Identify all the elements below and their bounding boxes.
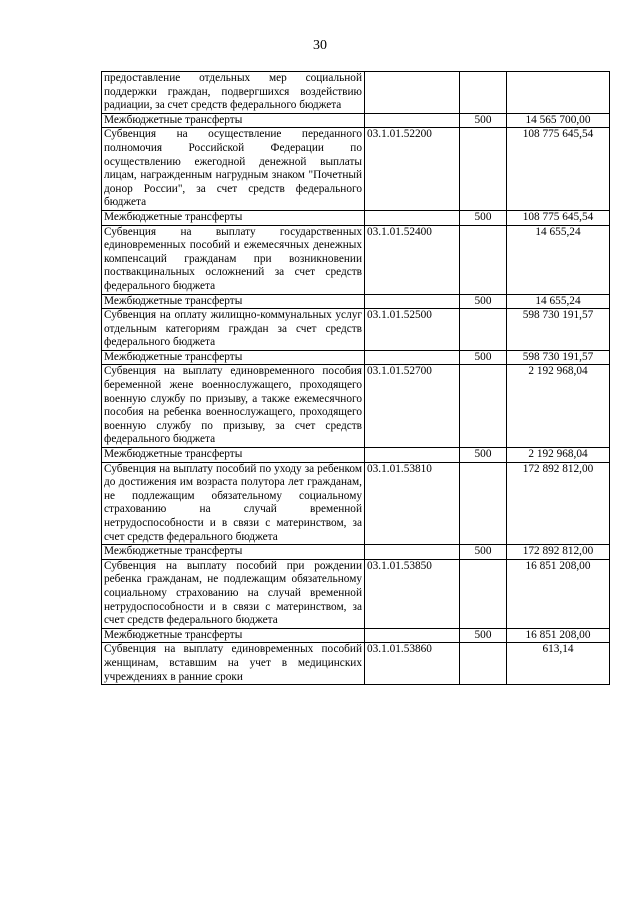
row-name: Субвенция на выплату единовременного пособия беременной жене военнослужащего, проходящего военную службу по призыву, а также ежемесячного пособия на ребенка военнослужащего, проходящего военную службу по призыву, за счет средств федерального бюджета [102, 365, 365, 448]
row-sum: 598 730 191,57 [507, 350, 610, 365]
row-sum: 172 892 812,00 [507, 545, 610, 560]
budget-table [101, 71, 610, 685]
table-row [102, 462, 610, 545]
row-vr [460, 225, 507, 294]
table-row [102, 128, 610, 211]
table-row [102, 643, 610, 685]
row-code [365, 350, 460, 365]
row-sum: 2 192 968,04 [507, 365, 610, 448]
row-code: 03.1.01.53850 [365, 559, 460, 628]
row-name: Межбюджетные трансферты [102, 628, 365, 643]
row-sum: 14 655,24 [507, 225, 610, 294]
budget-table-body [102, 72, 610, 685]
row-code: 03.1.01.52700 [365, 365, 460, 448]
row-vr [460, 643, 507, 685]
row-sum: 598 730 191,57 [507, 309, 610, 351]
row-name: предоставление отдельных мер социальной поддержки граждан, подвергшихся воздействию радиации, за счет средств федерального бюджета [102, 72, 365, 114]
row-sum: 613,14 [507, 643, 610, 685]
row-sum: 16 851 208,00 [507, 628, 610, 643]
table-row [102, 350, 610, 365]
table-row [102, 448, 610, 463]
row-vr [460, 462, 507, 545]
row-sum: 108 775 645,54 [507, 128, 610, 211]
row-code [365, 545, 460, 560]
row-code [365, 113, 460, 128]
table-row [102, 545, 610, 560]
row-code [365, 72, 460, 114]
row-sum: 16 851 208,00 [507, 559, 610, 628]
row-vr: 500 [460, 294, 507, 309]
row-vr [460, 365, 507, 448]
row-name: Субвенция на выплату единовременных пособий женщинам, вставшим на учет в медицинских учреждениях в ранние сроки [102, 643, 365, 685]
row-name: Межбюджетные трансферты [102, 545, 365, 560]
row-code: 03.1.01.52500 [365, 309, 460, 351]
row-vr: 500 [460, 545, 507, 560]
row-name: Субвенция на выплату пособий при рождении ребенка гражданам, не подлежащим обязательному социальному страхованию на случай временной нетрудоспособности и в связи с материнством, за счет средств федерального бюджета [102, 559, 365, 628]
row-name: Субвенция на выплату пособий по уходу за ребенком до достижения им возраста полутора лет гражданам, не подлежащим обязательному социальному страхованию на случай временной нетрудоспособности и в связи с материнством, за счет средств федерального бюджета [102, 462, 365, 545]
table-row [102, 628, 610, 643]
row-vr: 500 [460, 628, 507, 643]
row-name: Межбюджетные трансферты [102, 350, 365, 365]
row-code: 03.1.01.53860 [365, 643, 460, 685]
table-row [102, 559, 610, 628]
table-row [102, 210, 610, 225]
table-row [102, 225, 610, 294]
row-vr [460, 309, 507, 351]
row-sum: 2 192 968,04 [507, 448, 610, 463]
row-name: Субвенция на выплату государственных единовременных пособий и ежемесячных денежных компенсаций гражданам при возникновении поствакцинальных осложнений за счет средств федерального бюджета [102, 225, 365, 294]
row-code [365, 628, 460, 643]
row-name: Межбюджетные трансферты [102, 113, 365, 128]
row-name: Субвенция на осуществление переданного полномочия Российской Федерации по осуществлению ежегодной денежной выплаты лицам, награжденным нагрудным знаком "Почетный донор России", за счет средств федерального бюджета [102, 128, 365, 211]
row-sum: 14 655,24 [507, 294, 610, 309]
row-vr: 500 [460, 210, 507, 225]
table-row [102, 309, 610, 351]
row-vr: 500 [460, 350, 507, 365]
row-vr [460, 559, 507, 628]
row-code: 03.1.01.52200 [365, 128, 460, 211]
row-sum: 108 775 645,54 [507, 210, 610, 225]
row-code: 03.1.01.52400 [365, 225, 460, 294]
row-code [365, 294, 460, 309]
row-vr [460, 72, 507, 114]
row-name: Межбюджетные трансферты [102, 448, 365, 463]
row-vr: 500 [460, 113, 507, 128]
row-name: Межбюджетные трансферты [102, 210, 365, 225]
row-sum: 172 892 812,00 [507, 462, 610, 545]
row-sum [507, 72, 610, 114]
row-name: Межбюджетные трансферты [102, 294, 365, 309]
row-code: 03.1.01.53810 [365, 462, 460, 545]
row-code [365, 448, 460, 463]
row-code [365, 210, 460, 225]
table-row [102, 113, 610, 128]
row-name: Субвенция на оплату жилищно-коммунальных услуг отдельным категориям граждан за счет средств федерального бюджета [102, 309, 365, 351]
table-row [102, 72, 610, 114]
page-number: 30 [313, 38, 327, 53]
row-vr [460, 128, 507, 211]
table-row [102, 365, 610, 448]
row-sum: 14 565 700,00 [507, 113, 610, 128]
table-row [102, 294, 610, 309]
row-vr: 500 [460, 448, 507, 463]
